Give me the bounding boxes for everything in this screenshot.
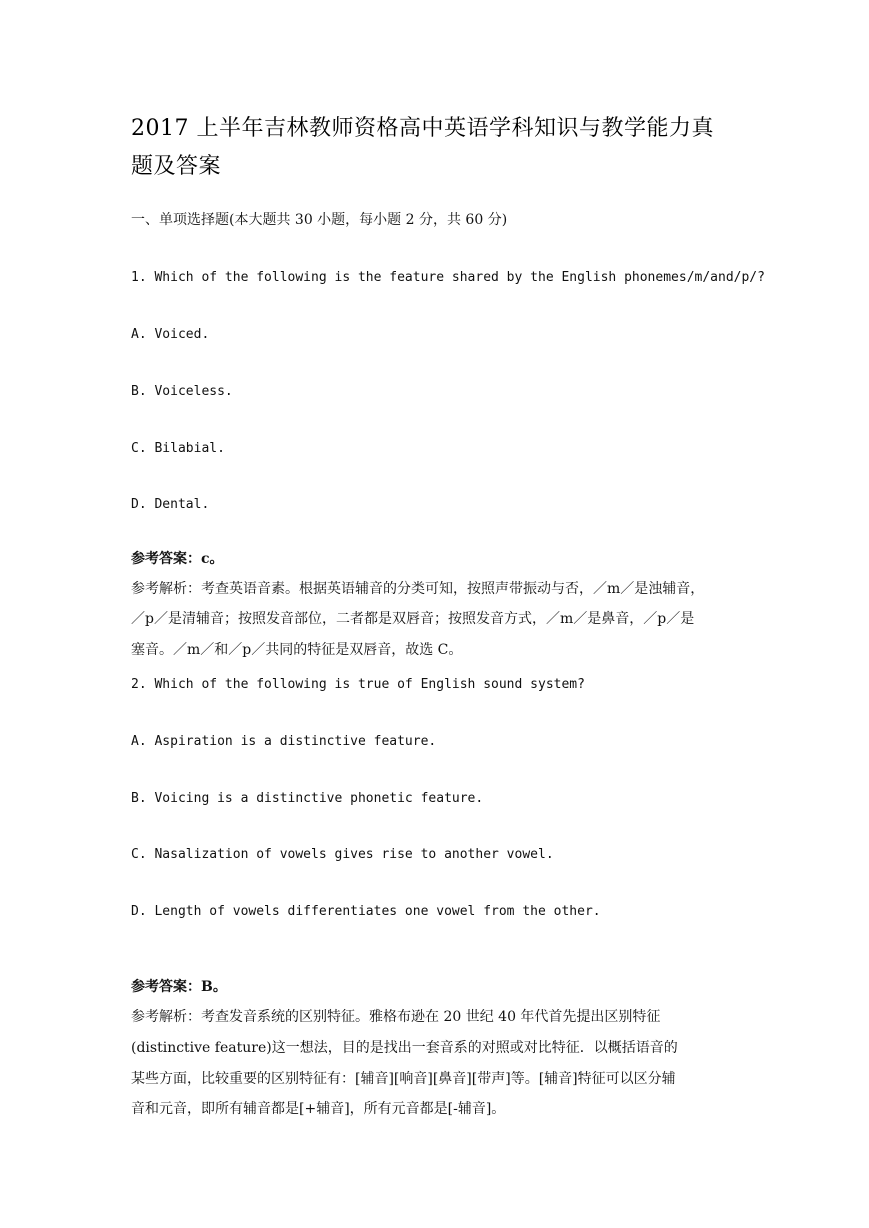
question-1-answer: 参考答案：c。 — [131, 551, 224, 567]
question-1-option-a: A. Voiced. — [131, 327, 210, 342]
question-2-option-d: D. Length of vowels differentiates one vowel from the other. — [131, 904, 601, 919]
question-2-text: 2. Which of the following is true of English sound system? — [131, 677, 585, 692]
question-1-explanation-line-1: 参考解析：考查英语音素。根据英语辅音的分类可知，按照声带振动与否，／m／是浊辅音， — [131, 581, 705, 597]
question-1-explanation-line-2: ／p／是清辅音；按照发音部位，二者都是双唇音；按照发音方式，／m／是鼻音，／p／是 — [131, 611, 695, 627]
question-1-option-b: B. Voiceless. — [131, 384, 233, 399]
question-2-option-a: A. Aspiration is a distinctive feature. — [131, 734, 437, 749]
section-heading: 一、单项选择题(本大题共 30 小题，每小题 2 分，共 60 分) — [131, 212, 508, 228]
question-2-explanation-line-2: (distinctive feature)这一想法，目的是找出一套音系的对照或对比特征．以概括语音的 — [131, 1040, 678, 1056]
question-2-option-b: B. Voicing is a distinctive phonetic feature. — [131, 791, 484, 806]
question-2-explanation-line-3: 某些方面，比较重要的区别特征有：[辅音][响音][鼻音][带声]等。[辅音]特征可以区分辅 — [131, 1071, 676, 1087]
question-2-option-c: C. Nasalization of vowels gives rise to another vowel. — [131, 847, 554, 862]
question-2-explanation-line-4: 音和元音，即所有辅音都是[+辅音]，所有元音都是[-辅音]。 — [131, 1101, 506, 1117]
question-1-text: 1. Which of the following is the feature shared by the English phonemes/m/and/p/? — [131, 270, 765, 285]
document-title — [131, 110, 741, 186]
question-1-option-c: C. Bilabial. — [131, 441, 225, 456]
title-line-2: 题及答案 — [131, 154, 222, 179]
question-1-option-d: D. Dental. — [131, 497, 210, 512]
question-2-answer: 参考答案：B。 — [131, 979, 227, 995]
question-2-explanation-line-1: 参考解析：考查发音系统的区别特征。雅格布逊在 20 世纪 40 年代首先提出区别特征 — [131, 1009, 661, 1025]
title-line-1: 2017 上半年吉林教师资格高中英语学科知识与教学能力真 — [131, 116, 714, 141]
question-1-explanation-line-3: 塞音。／m／和／p／共同的特征是双唇音，故选 C。 — [131, 642, 463, 658]
